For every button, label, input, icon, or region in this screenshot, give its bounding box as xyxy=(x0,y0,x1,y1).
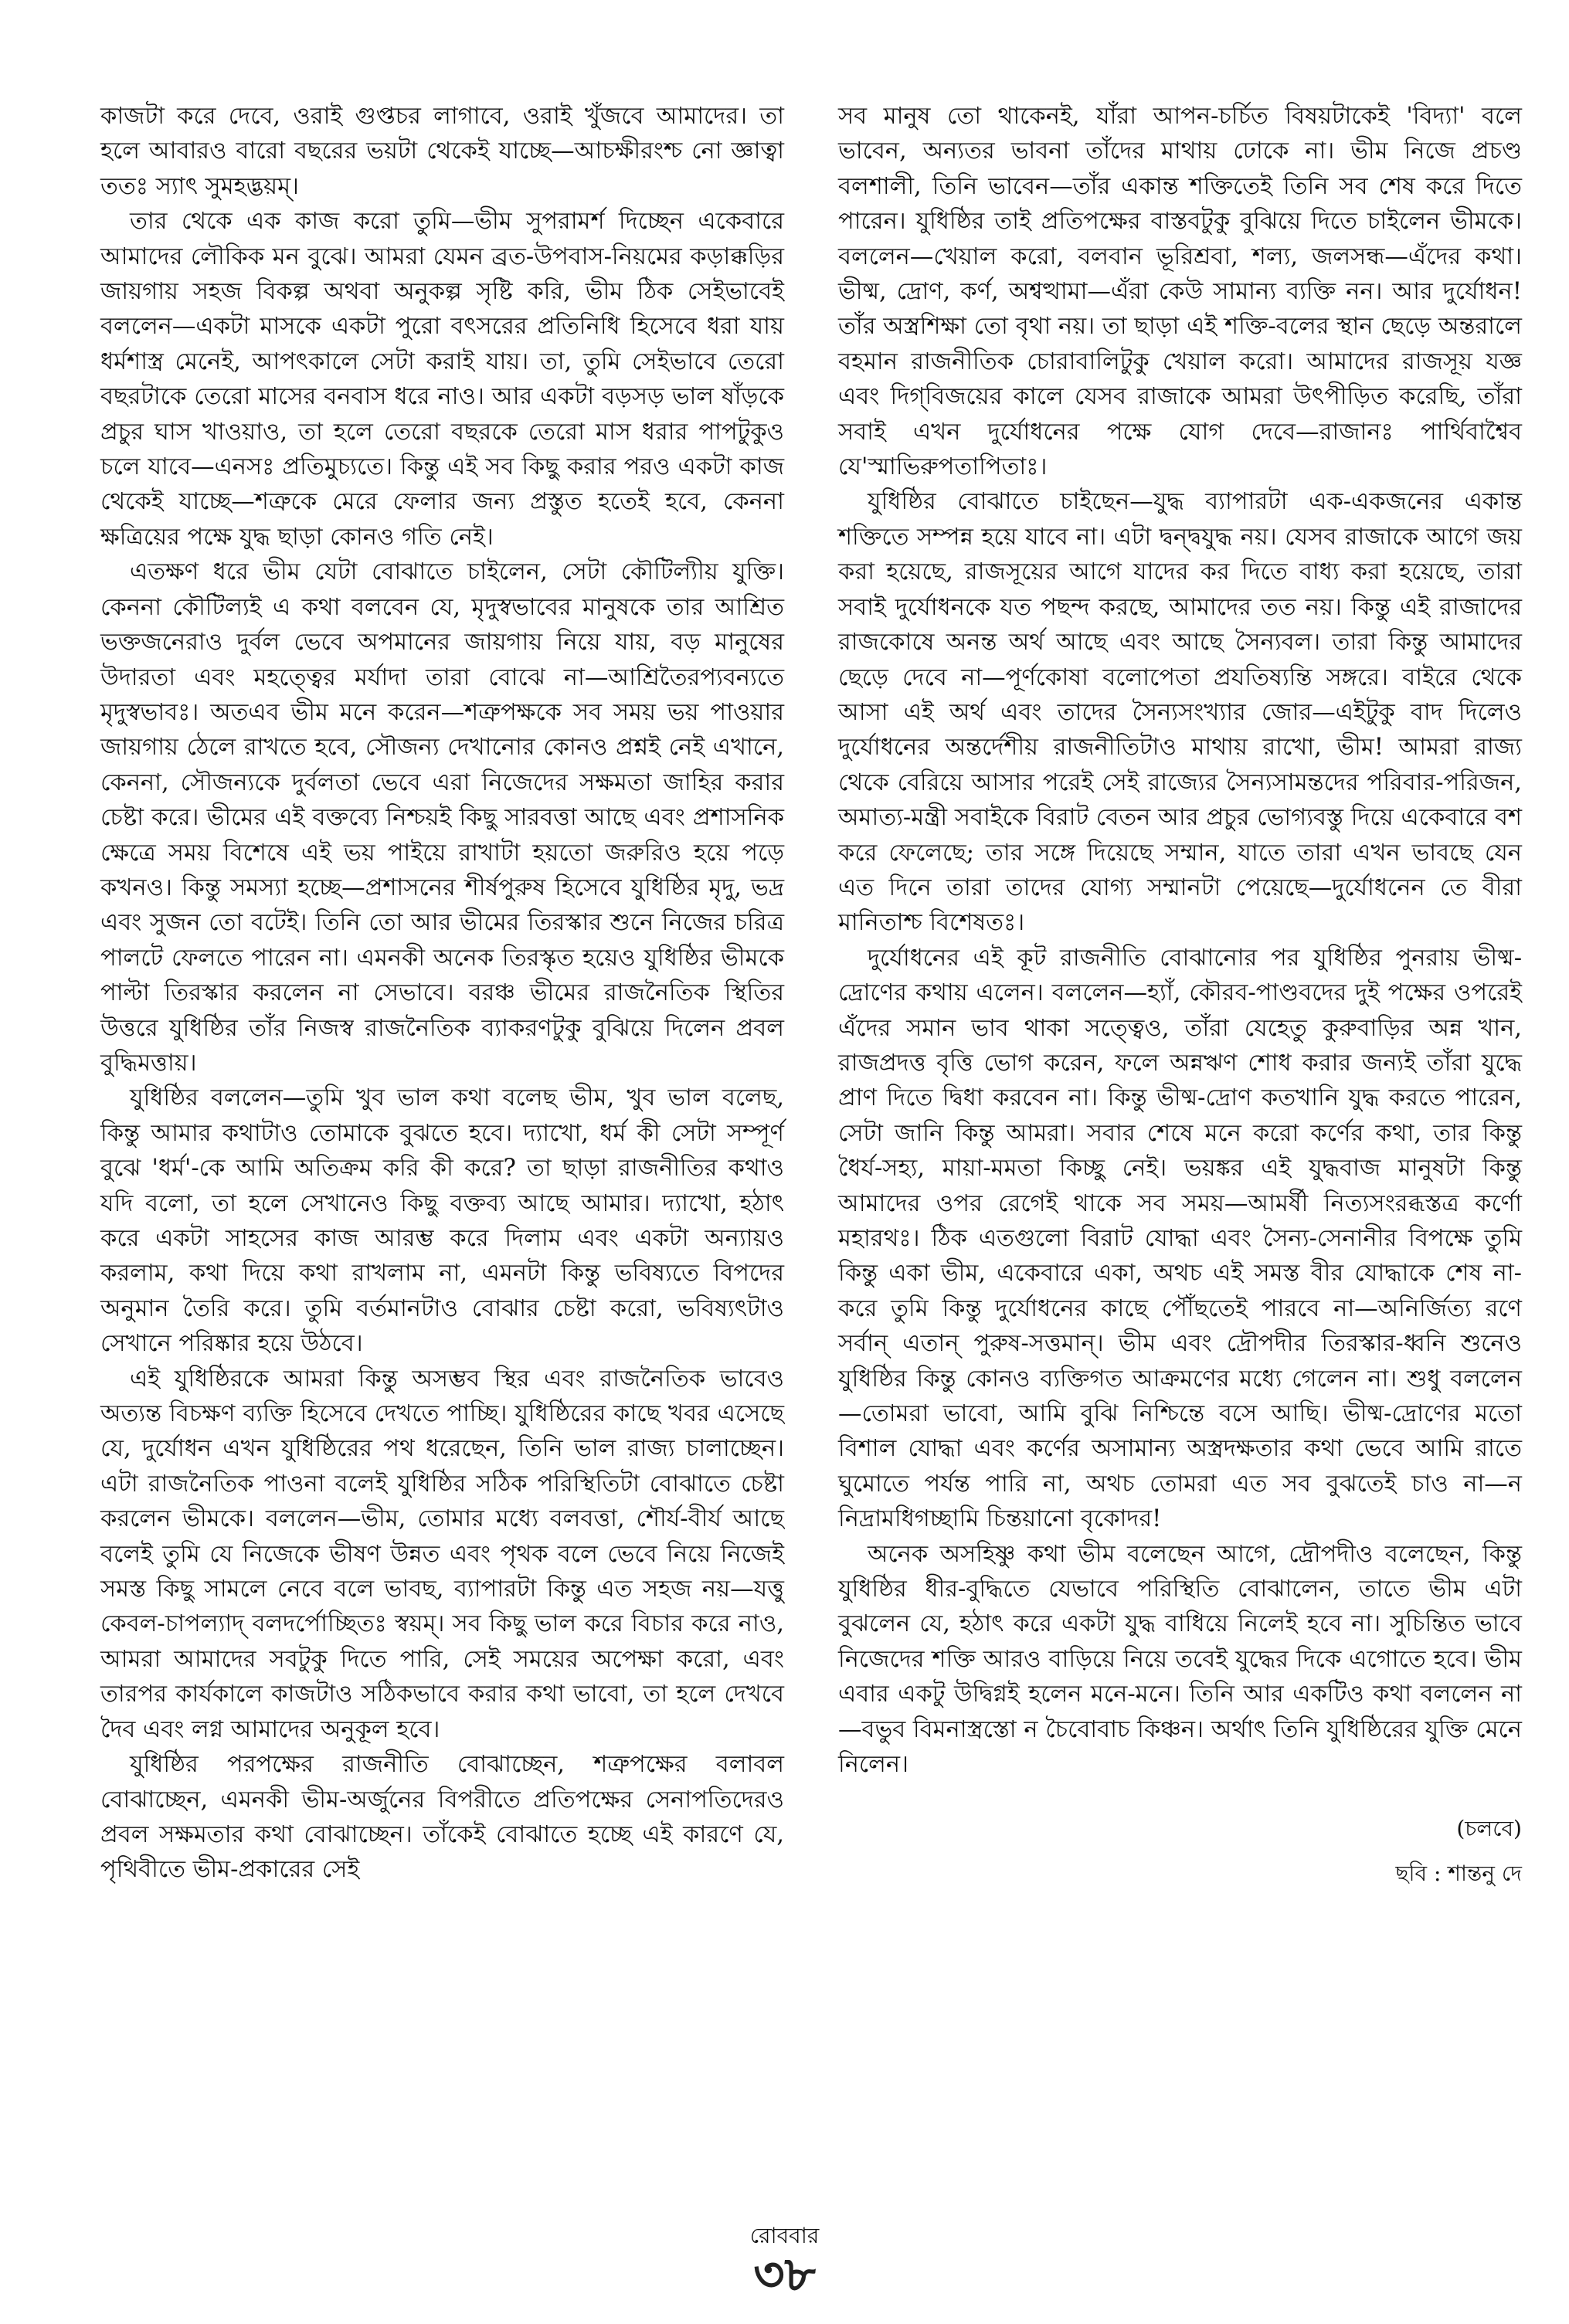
illustration-credit: ছবি : শান্তনু দে xyxy=(1395,1860,1522,1886)
left-paragraph-2: তার থেকে এক কাজ করো তুমি—ভীম সুপরামর্শ দিচ্ছেন একেবারে আমাদের লৌকিক মন বুঝে। আমরা যেমন ব্রত-উপবাস-নিয়মের কড়াক্কড়ির জায়গায় সহজ বিকল্প অথবা অনুকল্প সৃষ্টি করি, ভীম ঠিক সেইভাবেই বললেন—একটা মাসকে একটা পুরো বৎসরের প্রতিনিধি হিসেবে ধরা যায় ধর্মশাস্ত্র মেনেই, আপৎকালে সেটা করাই যায়। তা, তুমি সেইভাবে তেরো বছরটাকে তেরো মাসের বনবাস ধরে নাও। আর একটা বড়সড় ভাল ষাঁড়কে প্রচুর ঘাস খাওয়াও, তা হলে তেরো বছরকে তেরো মাস ধরার পাপটুকুও চলে যাবে—এনসঃ প্রতিমুচ্যতে। কিন্তু এই সব কিছু করার পরও একটা কাজ থেকেই যাচ্ছে—শত্রুকে মেরে ফেলার জন্য প্রস্তুত হতেই হবে, কেননা ক্ষত্রিয়ের পক্ষে যুদ্ধ ছাড়া কোনও গতি নেই। xyxy=(100,208,784,551)
right-paragraph-3: দুর্যোধনের এই কূট রাজনীতি বোঝানোর পর যুধিষ্ঠির পুনরায় ভীষ্ম-দ্রোণের কথায় এলেন। বললেন—হ্যাঁ, কৌরব-পাণ্ডবদের দুই পক্ষের ওপরেই এঁদের সমান ভাব থাকা সত্ত্বেও, তাঁরা যেহেতু কুরুবাড়ির অন্ন খান, রাজপ্রদত্ত বৃত্তি ভোগ করেন, ফলে অন্নঋণ শোধ করার জন্যই তাঁরা যুদ্ধে প্রাণ দিতে দ্বিধা করবেন না। কিন্তু ভীষ্ম-দ্রোণ কতখানি যুদ্ধ করতে পারেন, সেটা জানি কিন্তু আমরা। সবার শেষে মনে করো কর্ণের কথা, তার কিন্তু ধৈর্য-সহ্য, মায়া-মমতা কিচ্ছু নেই। ভয়ঙ্কর এই যুদ্ধবাজ মানুষটা কিন্তু আমাদের ওপর রেগেই থাকে সব সময়—আমর্ষী নিত্যসংরব্ধস্তত্র কর্ণো মহারথঃ। ঠিক এতগুলো বিরাট যোদ্ধা এবং সৈন্য-সেনানীর বিপক্ষে তুমি কিন্তু একা ভীম, একেবারে একা, অথচ এই সমস্ত বীর যোদ্ধাকে শেষ না-করে তুমি কিন্তু দুর্যোধনের কাছে পৌঁছতেই পারবে না—অনির্জিত্য রণে সর্বান্ এতান্ পুরুষ-সত্তমান্। ভীম এবং দ্রৌপদীর তিরস্কার-ধ্বনি শুনেও যুধিষ্ঠির কিন্তু কোনও ব্যক্তিগত আক্রমণের মধ্যে গেলেন না। শুধু বললেন—তোমরা ভাবো, আমি বুঝি নিশ্চিন্তে বসে আছি। ভীষ্ম-দ্রোণের মতো বিশাল যোদ্ধা এবং কর্ণের অসামান্য অস্ত্রদক্ষতার কথা ভেবে আমি রাতে ঘুমোতে পর্যন্ত পারি না, অথচ তোমরা এত সব বুঝতেই চাও না—ন নিদ্রামধিগচ্ছামি চিন্তয়ানো বৃকোদর! xyxy=(838,944,1522,1533)
left-paragraph-3: এতক্ষণ ধরে ভীম যেটা বোঝাতে চাইলেন, সেটা কৌটিল্যীয় যুক্তি। কেননা কৌটিল্যই এ কথা বলবেন যে, মৃদুস্বভাবের মানুষকে তার আশ্রিত ভক্তজনেরাও দুর্বল ভেবে অপমানের জায়গায় নিয়ে যায়, বড় মানুষের উদারতা এবং মহত্ত্বের মর্যাদা তারা বোঝে না—আশ্রিতৈরপ্যবন্যতে মৃদুস্বভাবঃ। অতএব ভীম মনে করেন—শত্রুপক্ষকে সব সময় ভয় পাওয়ার জায়গায় ঠেলে রাখতে হবে, সৌজন্য দেখানোর কোনও প্রশ্নই নেই এখানে, কেননা, সৌজন্যকে দুর্বলতা ভেবে এরা নিজেদের সক্ষমতা জাহির করার চেষ্টা করে। ভীমের এই বক্তব্যে নিশ্চয়ই কিছু সারবত্তা আছে এবং প্রশাসনিক ক্ষেত্রে সময় বিশেষে এই ভয় পাইয়ে রাখাটা হয়তো জরুরিও হয়ে পড়ে কখনও। কিন্তু সমস্যা হচ্ছে—প্রশাসনের শীর্ষপুরুষ হিসেবে যুধিষ্ঠির মৃদু, ভদ্র এবং সুজন তো বটেই। তিনি তো আর ভীমের তিরস্কার শুনে নিজের চরিত্র পালটে ফেলতে পারেন না। এমনকী অনেক তিরস্কৃত হয়েও যুধিষ্ঠির ভীমকে পাল্টা তিরস্কার করলেন না সেভাবে। বরঞ্চ ভীমের রাজনৈতিক স্থিতির উত্তরে যুধিষ্ঠির তাঁর নিজস্ব রাজনৈতিক ব্যাকরণটুকু বুঝিয়ে দিলেন প্রবল বুদ্ধিমত্তায়। xyxy=(100,558,784,1077)
page-footer xyxy=(0,2223,1569,2300)
magazine-name: রোববার xyxy=(749,2223,820,2248)
left-column xyxy=(100,99,784,1888)
left-paragraph-6: যুধিষ্ঠির পরপক্ষের রাজনীতি বোঝাচ্ছেন, শত্রুপক্ষের বলাবল বোঝাচ্ছেন, এমনকী ভীম-অর্জুনের বিপরীতে প্রতিপক্ষের সেনাপতিদেরও প্রবল সক্ষমতার কথা বোঝাচ্ছেন। তাঁকেই বোঝাতে হচ্ছে এই কারণে যে, পৃথিবীতে ভীম-প্রকারের সেই xyxy=(100,1751,784,1884)
left-paragraph-4: যুধিষ্ঠির বললেন—তুমি খুব ভাল কথা বলেছ ভীম, খুব ভাল বলেছ, কিন্তু আমার কথাটাও তোমাকে বুঝতে হবে। দ্যাখো, ধর্ম কী সেটা সম্পূর্ণ বুঝে 'ধর্ম'-কে আমি অতিক্রম করি কী করে? তা ছাড়া রাজনীতির কথাও যদি বলো, তা হলে সেখানেও কিছু বক্তব্য আছে আমার। দ্যাখো, হঠাৎ করে একটা সাহসের কাজ আরম্ভ করে দিলাম এবং একটা অন্যায়ও করলাম, কথা দিয়ে কথা রাখলাম না, এমনটা কিন্তু ভবিষ্যতে বিপদের অনুমান তৈরি করে। তুমি বর্তমানটাও বোঝার চেষ্টা করো, ভবিষ্যৎটাও সেখানে পরিষ্কার হয়ে উঠবে। xyxy=(100,1084,784,1358)
left-paragraph-5: এই যুধিষ্ঠিরকে আমরা কিন্তু অসম্ভব স্থির এবং রাজনৈতিক ভাবেও অত্যন্ত বিচক্ষণ ব্যক্তি হিসেবে দেখতে পাচ্ছি। যুধিষ্ঠিরের কাছে খবর এসেছে যে, দুর্যোধন এখন যুধিষ্ঠিরের পথ ধরেছেন, তিনি ভাল রাজ্য চালাচ্ছেন। এটা রাজনৈতিক পাওনা বলেই যুধিষ্ঠির সঠিক পরিস্থিতিটা বোঝাতে চেষ্টা করলেন ভীমকে। বললেন—ভীম, তোমার মধ্যে বলবত্তা, শৌর্য-বীর্য আছে বলেই তুমি যে নিজেকে ভীষণ উন্নত এবং পৃথক বলে ভেবে নিয়ে নিজেই সমস্ত কিছু সামলে নেবে বলে ভাবছ, ব্যাপারটা কিন্তু এত সহজ নয়—যত্তু কেবল-চাপল্যাদ্ বলদর্পোচ্ছিতঃ স্বয়ম্। সব কিছু ভাল করে বিচার করে নাও, আমরা আমাদের সবটুকু দিতে পারি, সেই সময়ের অপেক্ষা করো, এবং তারপর কার্যকালে কাজটাও সঠিকভাবে করার কথা ভাবো, তা হলে দেখবে দৈব এবং লগ্ন আমাদের অনুকূল হবে। xyxy=(100,1365,784,1743)
right-paragraph-2: যুধিষ্ঠির বোঝাতে চাইছেন—যুদ্ধ ব্যাপারটা এক-একজনের একান্ত শক্তিতে সম্পন্ন হয়ে যাবে না। এটা দ্বন্দ্বযুদ্ধ নয়। যেসব রাজাকে আগে জয় করা হয়েছে, রাজসূয়ের আগে যাদের কর দিতে বাধ্য করা হয়েছে, তারা সবাই দুর্যোধনকে যত পছন্দ করছে, আমাদের তত নয়। কিন্তু এই রাজাদের রাজকোষে অনন্ত অর্থ আছে এবং আছে সৈন্যবল। তারা কিন্তু আমাদের ছেড়ে দেবে না—পূর্ণকোষা বলোপেতা প্রযতিষ্যন্তি সঙ্গরে। বাইরে থেকে আসা এই অর্থ এবং তাদের সৈন্যসংখ্যার জোর—এইটুকু বাদ দিলেও দুর্যোধনের অন্তর্দেশীয় রাজনীতিটাও মাথায় রাখো, ভীম! আমরা রাজ্য থেকে বেরিয়ে আসার পরেই সেই রাজ্যের সৈন্যসামন্তদের পরিবার-পরিজন, অমাত্য-মন্ত্রী সবাইকে বিরাট বেতন আর প্রচুর ভোগ্যবস্তু দিয়ে একেবারে বশ করে ফেলেছে; তার সঙ্গে দিয়েছে সম্মান, যাতে তারা এখন ভাবছে যেন এত দিনে তারা তাদের যোগ্য সম্মানটা পেয়েছে—দুর্যোধনেন তে বীরা মানিতাশ্চ বিশেষতঃ। xyxy=(838,488,1522,937)
to-be-continued-note: (চলবে) xyxy=(1456,1815,1522,1841)
right-paragraph-4: অনেক অসহিষ্ণু কথা ভীম বলেছেন আগে, দ্রৌপদীও বলেছেন, কিন্তু যুধিষ্ঠির ধীর-বুদ্ধিতে যেভাবে পরিস্থিতি বোঝালেন, তাতে ভীম এটা বুঝলেন যে, হঠাৎ করে একটা যুদ্ধ বাধিয়ে নিলেই হবে না। সুচিন্তিত ভাবে নিজেদের শক্তি আরও বাড়িয়ে নিয়ে তবেই যুদ্ধের দিকে এগোতে হবে। ভীম এবার একটু উদ্বিগ্নই হলেন মনে-মনে। তিনি আর একটিও কথা বললেন না—বভুব বিমনাস্ত্রস্তো ন চৈবোবাচ কিঞ্চন। অর্থাৎ তিনি যুধিষ্ঠিরের যুক্তি মেনে নিলেন। xyxy=(838,1540,1522,1779)
right-paragraph-1: সব মানুষ তো থাকেনই, যাঁরা আপন-চর্চিত বিষয়টাকেই 'বিদ্যা' বলে ভাবেন, অন্যতর ভাবনা তাঁদের মাথায় ঢোকে না। ভীম নিজে প্রচণ্ড বলশালী, তিনি ভাবেন—তাঁর একান্ত শক্তিতেই তিনি সব শেষ করে দিতে পারেন। যুধিষ্ঠির তাই প্রতিপক্ষের বাস্তবটুকু বুঝিয়ে দিতে চাইলেন ভীমকে। বললেন—খেয়াল করো, বলবান ভূরিশ্রবা, শল্য, জলসন্ধ—এঁদের কথা। ভীষ্ম, দ্রোণ, কর্ণ, অশ্বত্থামা—এঁরা কেউ সামান্য ব্যক্তি নন। আর দুর্যোধন! তাঁর অস্ত্রশিক্ষা তো বৃথা নয়। তা ছাড়া এই শক্তি-বলের স্থান ছেড়ে অন্তরালে বহমান রাজনীতিক চোরাবালিটুকু খেয়াল করো। আমাদের রাজসূয় যজ্ঞ এবং দিগ্‌বিজয়ের কালে যেসব রাজাকে আমরা উৎপীড়িত করেছি, তাঁরা সবাই এখন দুর্যোধনের পক্ষে যোগ দেবে—রাজানঃ পার্থিবাশ্বৈব যে'স্মাভিরুপতাপিতাঃ। xyxy=(838,103,1522,481)
page-number: ৩৮ xyxy=(753,2246,816,2302)
right-column xyxy=(838,99,1522,1889)
left-paragraph-1: কাজটা করে দেবে, ওরাই গুপ্তচর লাগাবে, ওরাই খুঁজবে আমাদের। তা হলে আবারও বারো বছরের ভয়টা থেকেই যাচ্ছে—আচক্ষীরংশ্চ নো জ্ঞাত্বা ততঃ স্যাৎ সুমহদ্ভয়ম্। xyxy=(100,103,784,200)
